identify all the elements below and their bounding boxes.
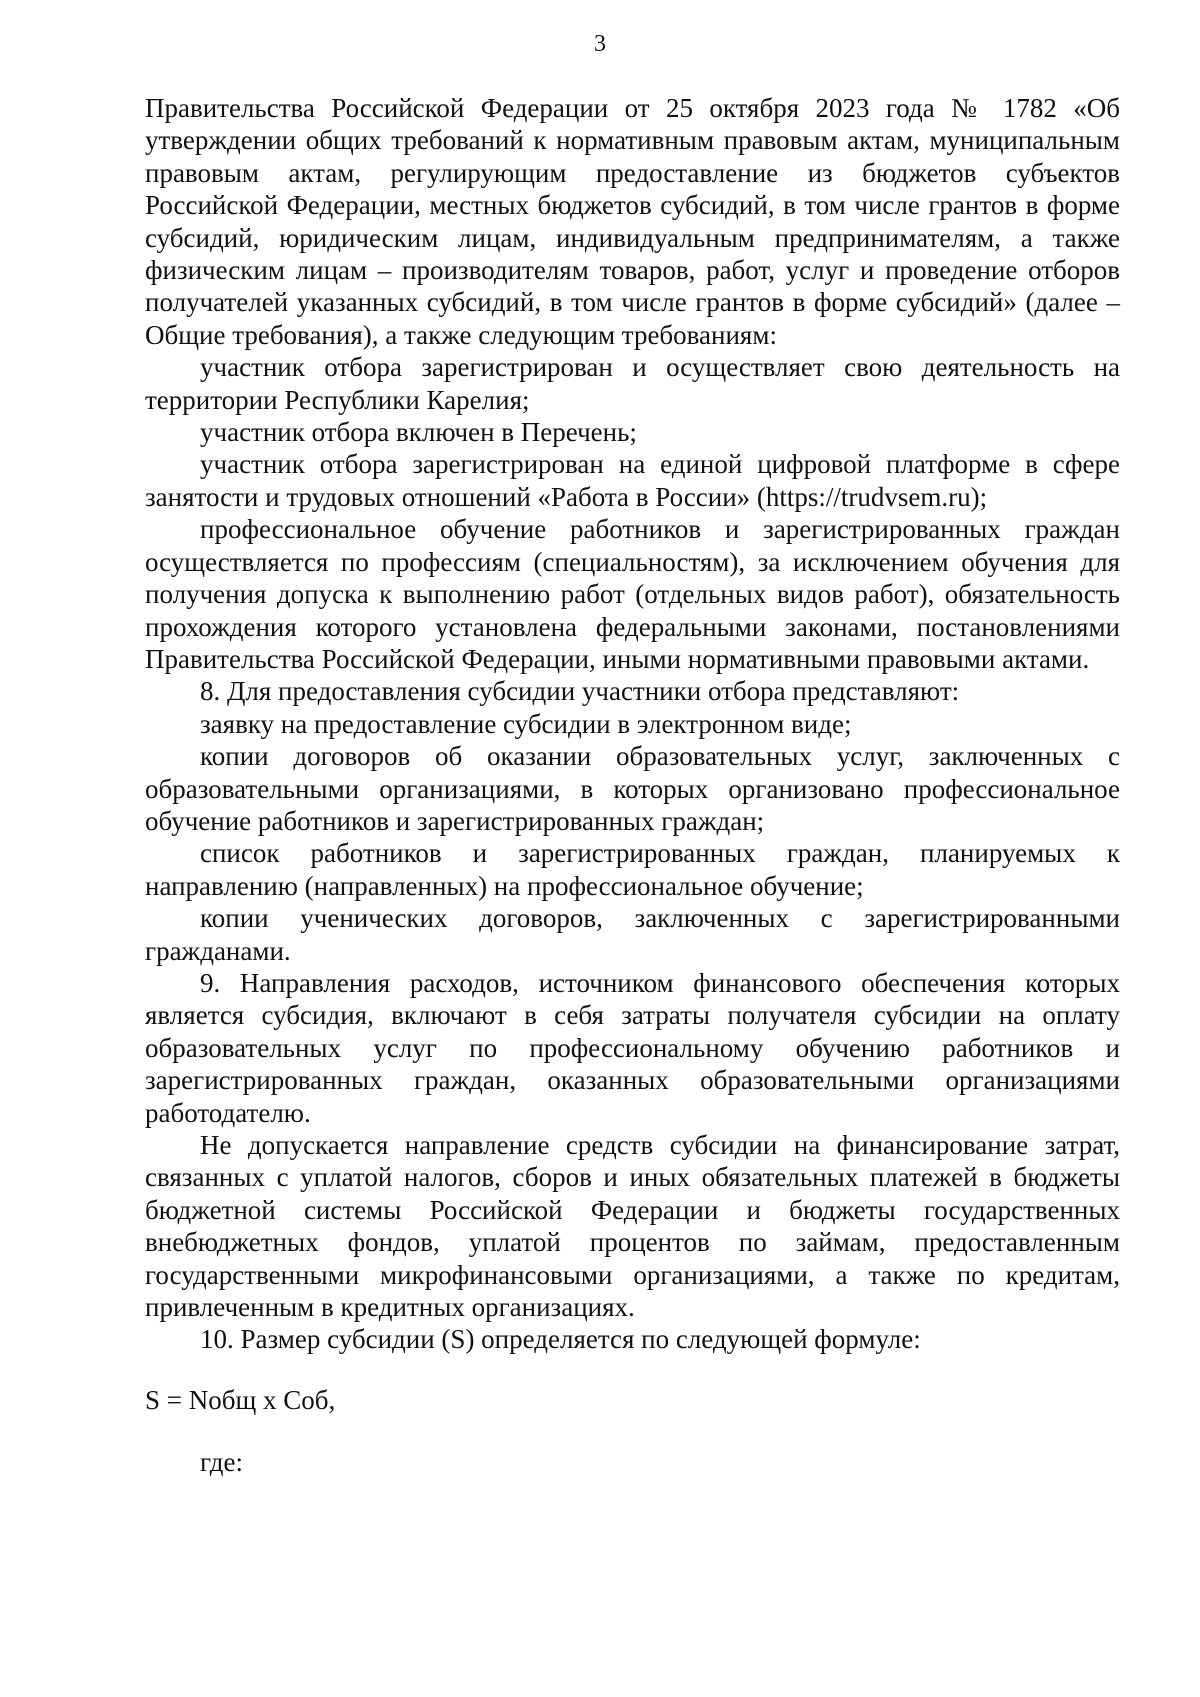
paragraph-requirement-list: участник отбора включен в Перечень; — [200, 417, 637, 448]
paragraph-item-10: 10. Размер субсидии (S) определяется по следующей формуле: — [200, 1324, 921, 1355]
paragraph-requirement-registration: участник отбора зарегистрирован и осуществляет свою деятельность на территории Республики Карелия; — [145, 352, 1120, 415]
paragraph-continuation: Правительства Российской Федерации от 25 октября 2023 года № 1782 «Об утверждении общих требований к нормативным правовым актам, муниципальным правовым актам, регулирующим предоставление из бюджетов субъектов Российской Федерации, местных бюджетов субсидий, в том числе грантов в форме субсидий, юридическим лицам, индивидуальным предпринимателям, а также физическим лицам – производителям товаров, работ, услуг и проведение отборов получателей указанных субсидий, в том числе грантов в форме субсидий» (далее – Общие требования), а также следующим требованиям: — [145, 93, 1120, 350]
paragraph-item-9: 9. Направления расходов, источником финансового обеспечения которых является субсидия, включают в себя затраты получателя субсидии на оплату образовательных услуг по профессиональному обучению работников и зарегистрированных граждан, оказанных образовательными организациями работодателю. — [145, 967, 1120, 1128]
formula-where-label: где: — [200, 1447, 243, 1478]
paragraph-requirement-training: профессиональное обучение работников и зарегистрированных граждан осуществляется по профессиям (специальностям), за исключением обучения для получения допуска к выполнению работ (отдельных видов работ), обязательность прохождения которого установлена федеральными законами, постановлениями Правительства Российской Федерации, иными нормативными правовыми актами. — [145, 514, 1120, 674]
paragraph-requirement-platform: участник отбора зарегистрирован на единой цифровой платформе в сфере занятости и трудовых отношений «Работа в России» (https://trudvsem.ru); — [145, 449, 1120, 512]
paragraph-contract-copies: копии договоров об оказании образовательных услуг, заключенных с образовательными организациями, в которых организовано профессиональное обучение работников и зарегистрированных граждан; — [145, 741, 1120, 836]
paragraph-student-contracts: копии ученических договоров, заключенных с зарегистрированными гражданами. — [145, 903, 1120, 966]
paragraph-item-8: 8. Для предоставления субсидии участники отбора представляют: — [200, 676, 960, 707]
paragraph-employee-list: список работников и зарегистрированных граждан, планируемых к направлению (направленных) на профессиональное обучение; — [145, 838, 1120, 901]
page-number: 3 — [594, 31, 606, 57]
paragraph-restrictions: Не допускается направление средств субсидии на финансирование затрат, связанных с уплатой налогов, сборов и иных обязательных платежей в бюджеты бюджетной системы Российской Федерации и бюджеты государственных внебюджетных фондов, уплатой процентов по займам, предоставленным государственными микрофинансовыми организациями, а также по кредитам, привлеченным в кредитных организациях. — [145, 1130, 1120, 1323]
subsidy-formula: S = Nобщ х Cоб, — [145, 1384, 336, 1415]
document-body — [145, 92, 1120, 1479]
paragraph-application: заявку на предоставление субсидии в электронном виде; — [200, 708, 852, 739]
